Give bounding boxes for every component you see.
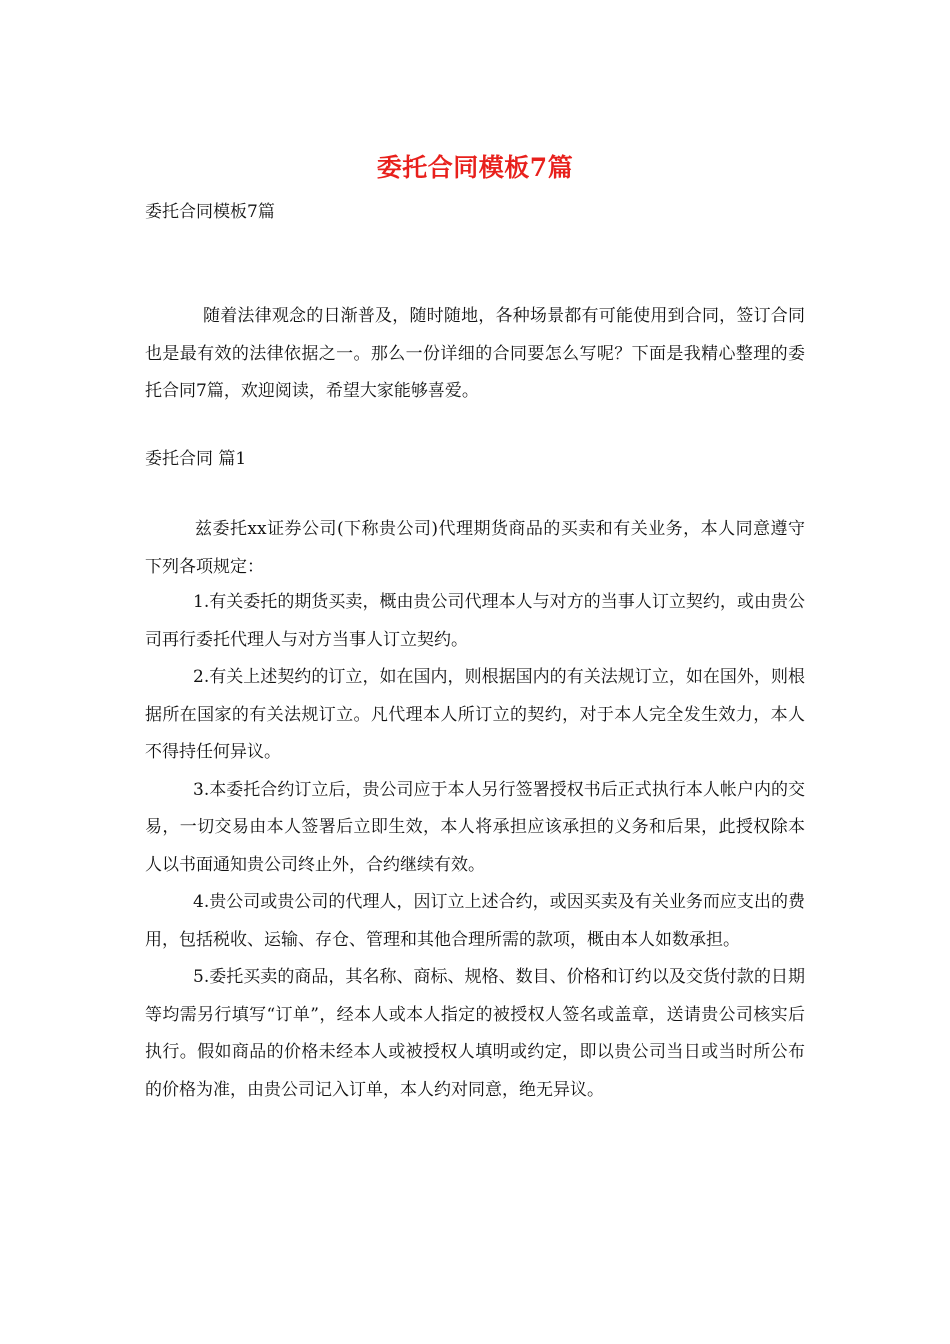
clause-list bbox=[145, 584, 805, 1109]
clause-lead-paragraph: 兹委托xx证券公司(下称贵公司)代理期货商品的买卖和有关业务，本人同意遵守下列各项规定： bbox=[145, 519, 805, 577]
clause-1: 1.有关委托的期货买卖，概由贵公司代理本人与对方的当事人订立契约，或由贵公司再行委托代理人与对方当事人订立契约。 bbox=[145, 592, 805, 650]
clause-4: 4.贵公司或贵公司的代理人，因订立上述合约，或因买卖及有关业务而应支出的费用，包括税收、运输、存仓、管理和其他合理所需的款项，概由本人如数承担。 bbox=[145, 892, 805, 950]
clause-3: 3.本委托合约订立后，贵公司应于本人另行签署授权书后正式执行本人帐户内的交易，一切交易由本人签署后立即生效，本人将承担应该承担的义务和后果，此授权除本人以书面通知贵公司终止外，合约继续有效。 bbox=[145, 779, 805, 875]
document-subtitle: 委托合同模板7篇 bbox=[145, 202, 275, 222]
clause-5: 5.委托买卖的商品，其名称、商标、规格、数目、价格和订约以及交货付款的日期等均需另行填写“订单”，经本人或本人指定的被授权人签名或盖章，送请贵公司核实后执行。假如商品的价格未经本人或被授权人填明或约定，即以贵公司当日或当时所公布的价格为准，由贵公司记入订单，本人约对同意，绝无异议。 bbox=[145, 967, 805, 1100]
document-title: 委托合同模板7篇 bbox=[376, 153, 574, 182]
section-heading: 委托合同 篇1 bbox=[145, 449, 247, 469]
clause-2: 2.有关上述契约的订立，如在国内，则根据国内的有关法规订立，如在国外，则根据所在国家的有关法规订立。凡代理本人所订立的契约，对于本人完全发生效力，本人不得持任何异议。 bbox=[145, 667, 805, 762]
intro-paragraph: 随着法律观念的日渐普及，随时随地，各种场景都有可能使用到合同，签订合同也是最有效的法律依据之一。那么一份详细的合同要怎么写呢？下面是我精心整理的委托合同7篇，欢迎阅读，希望大家能够喜爱。 bbox=[145, 306, 805, 401]
